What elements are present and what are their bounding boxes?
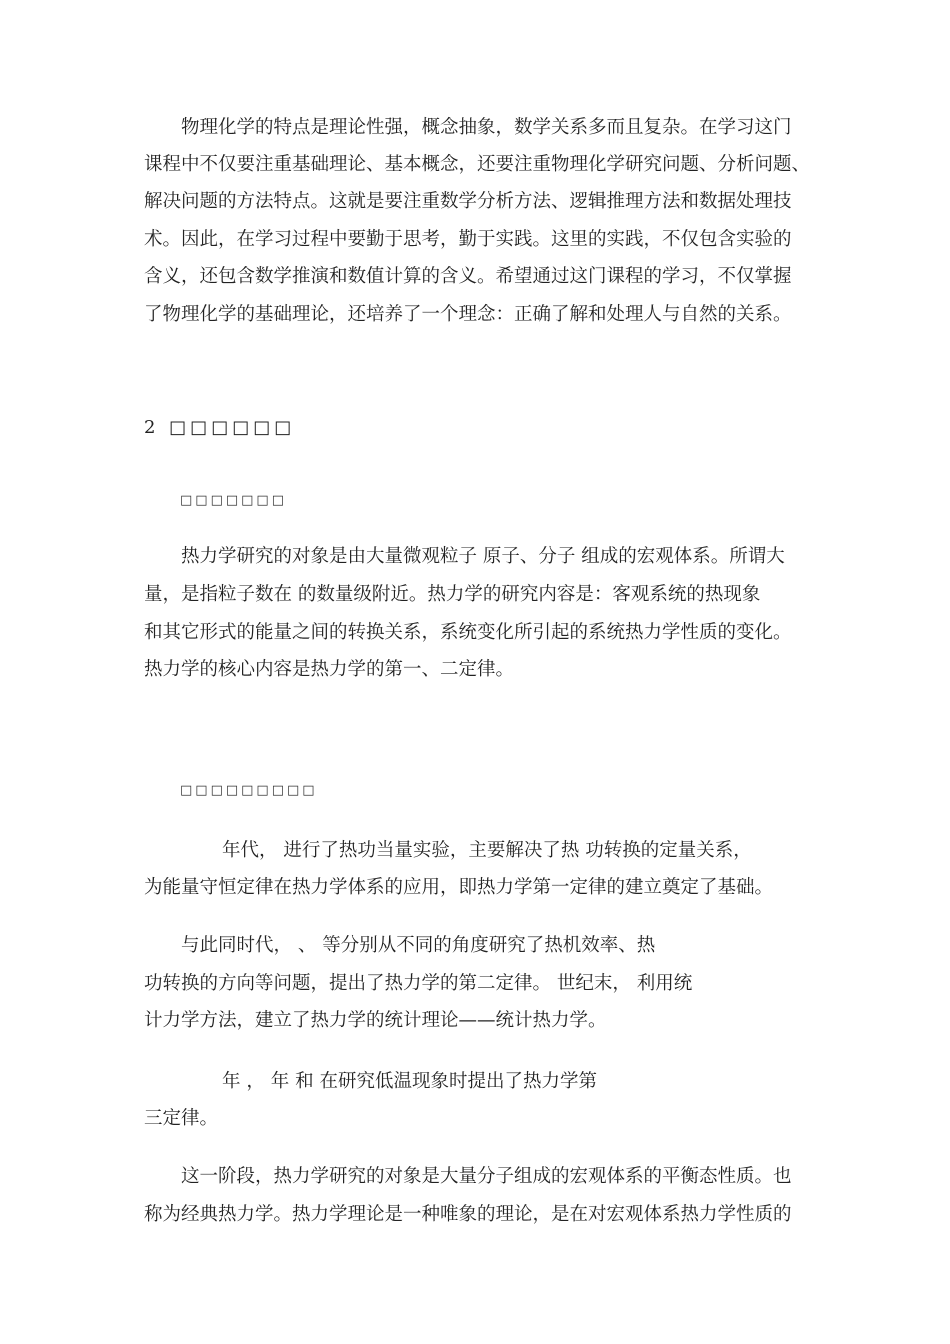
text-line: 计力学方法，建立了热力学的统计理论——统计热力学。	[144, 1010, 607, 1031]
text-line: 课程中不仅要注重基础理论、基本概念，还要注重物理化学研究问题、分析问题、	[144, 154, 811, 175]
text-line: 这一阶段，热力学研究的对象是大量分子组成的宏观体系的平衡态性质。也	[181, 1166, 792, 1187]
text-line: 解决问题的方法特点。这就是要注重数学分析方法、逻辑推理方法和数据处理技	[144, 191, 792, 212]
text-line: 了物理化学的基础理论，还培养了一个理念：正确了解和处理人与自然的关系。	[144, 304, 792, 325]
subsection-heading: □□□□□□□□□	[180, 783, 318, 798]
text-line: 术。因此，在学习过程中要勤于思考，勤于实践。这里的实践，不仅包含实验的	[144, 229, 792, 250]
text-line: 物理化学的特点是理论性强，概念抽象，数学关系多而且复杂。在学习这门	[181, 117, 792, 138]
section-heading: 2 □□□□□□	[144, 417, 296, 438]
text-line: 功转换的方向等问题，提出了热力学的第二定律。 世纪末， 利用统	[144, 973, 693, 994]
text-line: 量，是指粒子数在 的数量级附近。热力学的研究内容是：客观系统的热现象	[144, 584, 761, 605]
text-line: 与此同时代， 、 等分别从不同的角度研究了热机效率、热	[181, 935, 656, 956]
text-line: 三定律。	[144, 1108, 219, 1129]
text-line: 含义，还包含数学推演和数值计算的含义。希望通过这门课程的学习，不仅掌握	[144, 266, 792, 287]
text-line: 为能量守恒定律在热力学体系的应用，即热力学第一定律的建立奠定了基础。	[144, 877, 774, 898]
text-line: 热力学研究的对象是由大量微观粒子 原子、分子 组成的宏观体系。所谓大	[181, 546, 785, 567]
text-line: 称为经典热力学。热力学理论是一种唯象的理论，是在对宏观体系热力学性质的	[144, 1204, 792, 1225]
text-line: 和其它形式的能量之间的转换关系，系统变化所引起的系统热力学性质的变化。	[144, 622, 792, 643]
text-line: 年代， 进行了热功当量实验，主要解决了热 功转换的定量关系，	[222, 840, 752, 861]
subsection-heading: □□□□□□□	[180, 493, 287, 508]
text-line: 热力学的核心内容是热力学的第一、二定律。	[144, 659, 515, 680]
text-line: 年 ， 年 和 在研究低温现象时提出了热力学第	[222, 1071, 598, 1092]
